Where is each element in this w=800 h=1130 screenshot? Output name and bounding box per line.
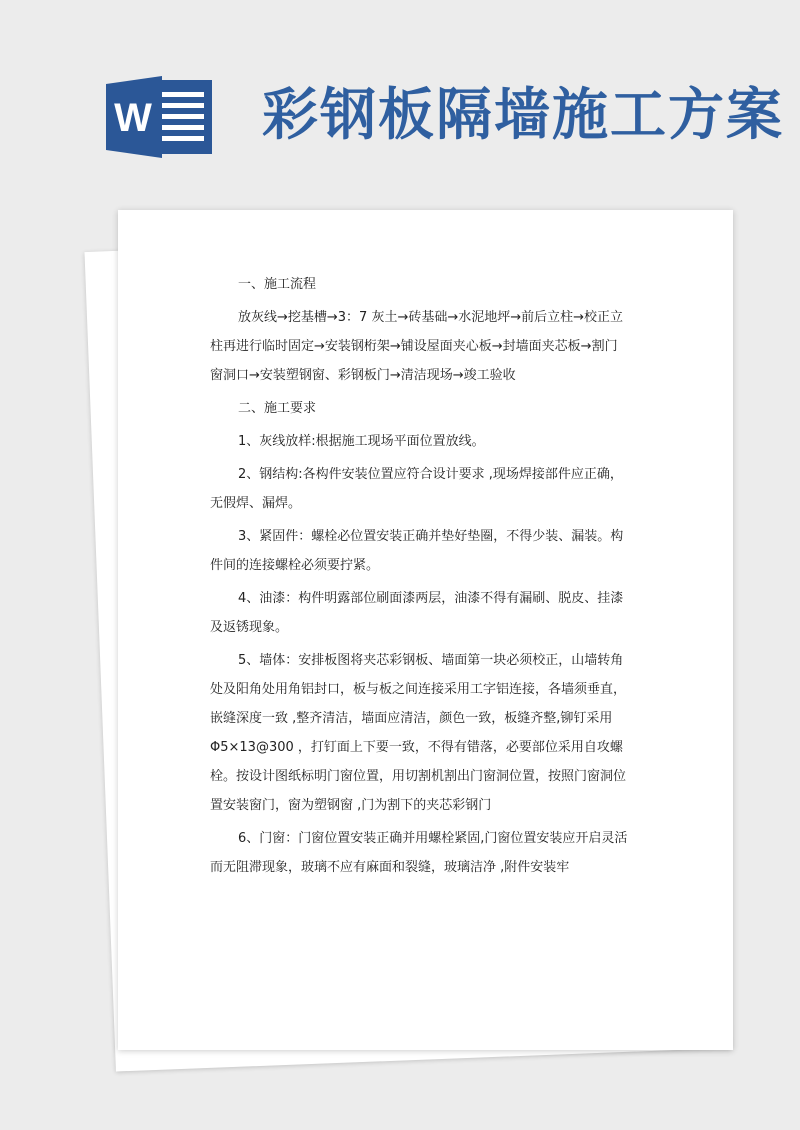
requirement-item-6: 6、门窗：门窗位置安装正确并用螺栓紧固,门窗位置安装应开启灵活而无阻滞现象，玻璃不应有麻面和裂缝，玻璃洁净 ,附件安装牢 xyxy=(210,831,628,875)
section-heading-requirements: 二、施工要求 xyxy=(238,401,317,416)
requirement-item-4: 4、油漆：构件明露部位刷面漆两层，油漆不得有漏刷、脱皮、挂漆及返锈现象。 xyxy=(210,591,624,635)
document-page xyxy=(118,210,733,1050)
process-flow-paragraph: 放灰线→挖基槽→3：7 灰土→砖基础→水泥地坪→前后立柱→校正立柱再进行临时固定→安装钢桁架→铺设屋面夹心板→封墙面夹芯板→割门窗洞口→安装塑钢窗、彩钢板门→清洁现场→竣工验收 xyxy=(210,310,624,383)
page-title: 彩钢板隔墙施工方案 xyxy=(262,82,784,148)
word-icon-letter: W xyxy=(114,96,152,140)
section-heading-process: 一、施工流程 xyxy=(238,277,317,292)
document-body xyxy=(210,270,628,882)
header-banner xyxy=(0,0,800,190)
microsoft-word-icon xyxy=(106,76,214,158)
requirement-item-5: 5、墙体：安排板图将夹芯彩钢板、墙面第一块必须校正，山墙转角处及阳角处用角铝封口，板与板之间连接采用工字铝连接，各墙须垂直，嵌缝深度一致 ,整齐清洁，墙面应清洁，颜色一致，板缝齐整,铆钉采用Φ5×13@300 ，打钉面上下要一致，不得有错落，必要部位采用自攻螺栓。按设计图纸标明门窗位置，用切割机割出门窗洞位置，按照门窗洞位置安装窗门，窗为塑钢窗 ,门为割下的夹芯彩钢门 xyxy=(210,653,627,813)
requirement-item-2: 2、钢结构:各构件安装位置应符合设计要求 ,现场焊接部件应正确，无假焊、漏焊。 xyxy=(210,467,623,511)
requirement-item-1: 1、灰线放样:根据施工现场平面位置放线。 xyxy=(238,434,485,449)
requirement-item-3: 3、紧固件：螺栓必位置安装正确并垫好垫圈，不得少装、漏装。构件间的连接螺栓必须要拧紧。 xyxy=(210,529,624,573)
